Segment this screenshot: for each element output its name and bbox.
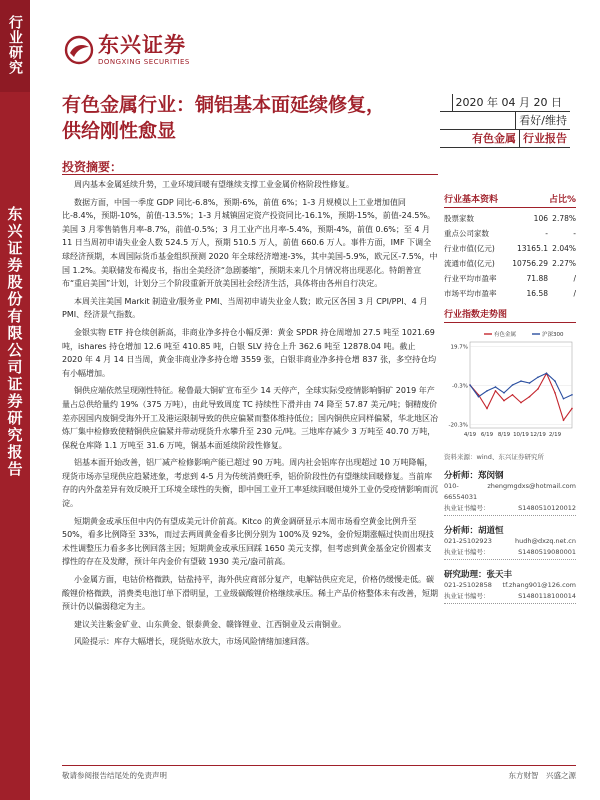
chart-x-tick-label: 6/19 [480, 432, 494, 438]
chart-data-point [512, 384, 514, 386]
basics-row-label: 行业平均市盈率 [444, 274, 497, 283]
analyst-cert-row [444, 503, 576, 514]
abstract-paragraph: 建议关注紫金矿业、山东黄金、银泰黄金、赣锋锂业、江西铜业及云南铜业。 [74, 619, 346, 629]
basics-row [444, 226, 576, 241]
abstract-paragraph: 铝基本面开始改善，铝厂减产检修影响产能已超过 90 万吨。周内社会铝库存出现超过 10 万吨降幅，现货市场亦呈现供应趋紧迹象，考虑到 4-5 月为传统消费旺季，铝价阶段性仍有望继续回暖修复。当前库存的内外盘差异有效反映开工环境全球性的失衡，即中国工业开工率延续回暖但境外工业仍受疫情影响而沉淀。 [62, 458, 438, 509]
chart-data-point [486, 390, 488, 392]
analyst-heading: 分析师：郑闵钢 [444, 471, 504, 481]
analyst-list [444, 469, 576, 604]
abstract-paragraph: 本周关注美国 Markit 制造业/服务业 PMI、当周初申请失业金人数；欧元区各国 3 月 CPI/PPI、4 月 PMI、经济景气指数。 [62, 296, 428, 320]
basics-row-label: 股票家数 [444, 214, 474, 223]
index-trend-chart [444, 326, 576, 446]
basics-row [444, 286, 576, 301]
chart-data-point [563, 398, 565, 400]
basics-row-value: 71.88 [526, 274, 548, 283]
abstract-divider [62, 174, 438, 175]
analyst-divider [444, 515, 576, 516]
company-logo [64, 34, 190, 66]
basics-share-col: 占比% [548, 195, 576, 205]
basics-row-label: 行业市值(亿元) [444, 244, 495, 253]
analyst-cert-row [444, 591, 576, 602]
basics-row [444, 256, 576, 271]
chart-data-point [563, 419, 565, 421]
analyst-email[interactable]: hudh@dxzq.net.cn [515, 537, 576, 545]
logo-english-name: DONGXING SECURITIES [98, 58, 190, 66]
chart-legend-label: 沪深300 [542, 332, 564, 338]
analyst-divider [444, 603, 576, 604]
chart-y-tick-label: -20.3% [448, 422, 468, 429]
logo-chinese-name: 东兴证券 [98, 33, 186, 57]
chart-data-point [478, 396, 480, 398]
chart-data-point [495, 390, 497, 392]
analyst-cert-label: 执业证书编号： [444, 504, 490, 512]
footer-slogan: 东方财智 兴盛之源 [508, 771, 576, 780]
analyst-phone: 010-66554031 [444, 482, 478, 501]
basics-row-label: 重点公司家数 [444, 229, 489, 238]
abstract-paragraph: 金银实物 ETF 持仓续创新高，非商业净多持仓小幅反弹：黄金 SPDR 持仓周增加 27.5 吨至 1021.69 吨，ishares 持仓增加 12.6 吨至 410.85 吨，白银 SLV 持仓上升 362.6 吨至 12878.04 吨。截止 2020 年 4 月 14 日当周，黄金非商业净多持仓增 3559 张，白银非商业净多持仓增 837 张，多空持仓均有小幅增加。 [62, 327, 437, 378]
basics-row [444, 271, 576, 286]
chart-data-point [554, 392, 556, 394]
sector-tag: 有色金属 [472, 132, 516, 145]
chart-x-tick-label: 2/19 [548, 432, 562, 438]
basics-row [444, 211, 576, 226]
chart-data-point [503, 400, 505, 402]
chart-legend-label: 有色金属 [494, 332, 517, 338]
basics-row-value: 13165.1 [516, 244, 548, 253]
chart-data-point [503, 392, 505, 394]
abstract-paragraph: 小金属方面，电钴价格微跌，钴盐持平，海外供应商部分复产，电解钴供应充足，价格仍缓慢走低。碳酸锂价格微跌，消费类电池订单下滑明显，工业级碳酸锂价格继续承压。稀土产品价格整体未有改善，短期预计仍以偏弱稳定为主。 [62, 575, 438, 612]
basics-row-pct: / [573, 274, 576, 283]
basics-row-value: 16.58 [526, 289, 548, 298]
basics-header [444, 192, 576, 208]
analyst-cert-label: 执业证书编号： [444, 592, 490, 600]
chart-y-tick-label: -0.3% [452, 383, 468, 390]
analyst-cert-number: S1480118100014 [518, 592, 576, 600]
chart-x-tick-label: 10/19 [513, 432, 529, 438]
basics-row [444, 241, 576, 256]
performance-heading: 行业指数走势图 [444, 310, 508, 320]
abstract-paragraph: 短期黄金或承压但中内仍有望成美元计价前高。Kitco 的黄金调研显示本周市场看空黄金比例升至 50%，看多比例降至 33%，而过去两周黄金看多比例分别为 100%及 92%，金价短期涨幅过快而出现技术性调整压力看多多比例回落主因；短期黄金或承压回踩 1650 美元支撑，但考虑到黄金基金定价圆素支撑性的存在及发酵，预计年内金价有望破 1930 美元/盎司前高。 [62, 516, 434, 567]
basics-row-pct: 2.78% [552, 214, 576, 223]
abstract-heading: 投资摘要： [62, 160, 123, 174]
basics-row-value: 106 [533, 214, 548, 223]
analyst-email[interactable]: zhengmgdxs@hotmail.com [487, 482, 576, 490]
rating-badge: 看好/维持 [515, 112, 570, 129]
chart-source: 资料来源：wind、东兴证券研究所 [444, 453, 544, 461]
abstract-paragraph: 铜供应端依然呈现刚性特征。秘鲁最大铜矿宣布至少 14 天停产，全球实际受疫情影响铜矿 2019 年产量占总供给量约 19%（375 万吨），由此导致周度 TC 持续性下滑并由 74 降至 57.87 美元/吨；铜精废价差亦因国内废铜受海外开工及港运限制导致的供应偏紧而整体维持低位；国内铜供应同样偏紧，华北地区冶炼厂集中检修致使精铜供应偏紧并带动现货升水攀升至 230 元/吨。三地库存减少 3 万吨至 40.70 万吨，保税仓库降 1.1 万吨至 31.6 万吨，铜基本面延续阶段性修复。 [62, 386, 438, 450]
abstract-paragraph: 数据方面，中国一季度 GDP 同比-6.8%，预期-6%，前值 6%；1-3 月规模以上工业增加值同比-8.4%，预期-10%，前值-13.5%；1-3 月城镇固定资产投资同比-16.1%，预期-15%，前值-24.5%。美国 3 月零售销售月率-8.7%，前值-0.5%；3 月工业产出月率-5.4%，预期-4%，前值 0.6%；至 4 月 11 日当周初申请失业金人数 524.5 万人，预期 510.5 万人，前值 660.6 万人。事件方面，IMF 下调全球经济预期，本周国际货币基金组织预测 2020 年全球经济增速-3%，其中美国-5.9%，欧元区-7.5%，中国 1.2%。美联储发布褐皮书，指出全美经济“急剧萎缩”，预期未来几个月情况将出现恶化。特朗普宣布“重启美国”计划，计划分三个阶段重新开放美国社会经济生活，具体将由各州自行决定。 [62, 197, 438, 289]
right-column [444, 192, 576, 604]
report-date: 2020 年 04 月 20 日 [452, 94, 570, 111]
basics-row-value: - [545, 229, 548, 238]
performance-header [444, 307, 576, 323]
chart-data-point [486, 408, 488, 410]
sidebar-section-label: 行业研究 [7, 15, 23, 75]
chart-data-point [571, 394, 573, 396]
chart-data-point [537, 376, 539, 378]
chart-data-point [512, 394, 514, 396]
abstract-paragraph: 周内基本金属延续升势，工业环境回暖有望继续支撑工业金属价格阶段性修复。 [74, 180, 354, 189]
basics-row-pct: 2.27% [552, 259, 576, 268]
basics-row-value: 10756.29 [512, 259, 548, 268]
chart-data-point [537, 388, 539, 390]
analyst-cert-row [444, 547, 576, 558]
report-type-tag: 行业报告 [519, 130, 570, 147]
chart-data-point [520, 402, 522, 404]
basics-row-pct: / [573, 289, 576, 298]
logo-mark-icon [64, 35, 94, 65]
chart-x-tick-label: 8/19 [497, 432, 511, 438]
analyst-cert-number: S1480510120012 [518, 504, 576, 512]
analyst-phone: 021-25102858 [444, 581, 492, 589]
basics-row-pct: 2.04% [552, 244, 576, 253]
analyst-email[interactable]: tf.zhang901@126.com [502, 581, 576, 589]
chart-data-point [520, 380, 522, 382]
chart-data-point [469, 384, 471, 386]
report-title: 有色金属行业：铜铝基本面延续修复，供给刚性愈显 [62, 94, 386, 142]
basics-heading: 行业基本资料 [444, 195, 499, 205]
chart-x-tick-label: 4/19 [463, 432, 477, 438]
left-sidebar [0, 0, 30, 800]
chart-data-point [495, 386, 497, 388]
report-meta [440, 94, 570, 148]
chart-data-point [529, 382, 531, 384]
analyst-divider [444, 559, 576, 560]
chart-data-point [554, 380, 556, 382]
footer-disclaimer: 敬请参阅报告结尾处的免责声明 [62, 771, 167, 780]
analyst-contact-row [444, 580, 576, 591]
chart-data-point [571, 408, 573, 410]
abstract-paragraph: 风险提示：库存大幅增长，现货贴水放大，市场风险情绪加速回落。 [74, 637, 314, 647]
footer-divider [62, 765, 576, 766]
basics-row-pct: - [573, 229, 576, 238]
analyst-cert-label: 执业证书编号： [444, 548, 490, 556]
analyst-heading: 分析师：胡道恒 [444, 526, 504, 536]
basics-row-label: 市场平均市盈率 [444, 289, 497, 298]
analyst-phone: 021-25102923 [444, 537, 492, 545]
analyst-contact-row [444, 536, 576, 547]
sidebar-company-label: 东兴证券股份有限公司证券研究报告 [5, 206, 24, 478]
chart-y-tick-label: 19.7% [450, 344, 468, 351]
analyst-cert-number: S1480519080001 [518, 548, 576, 556]
basics-row-label: 流通市值(亿元) [444, 259, 495, 268]
basics-table [444, 211, 576, 301]
chart-data-point [529, 396, 531, 398]
chart-series-line [470, 373, 572, 398]
chart-x-tick-label: 12/19 [530, 432, 546, 438]
chart-data-point [546, 372, 548, 374]
analyst-heading: 研究助理：张天丰 [444, 570, 513, 580]
abstract-body [62, 178, 438, 653]
analyst-contact-row [444, 481, 576, 503]
